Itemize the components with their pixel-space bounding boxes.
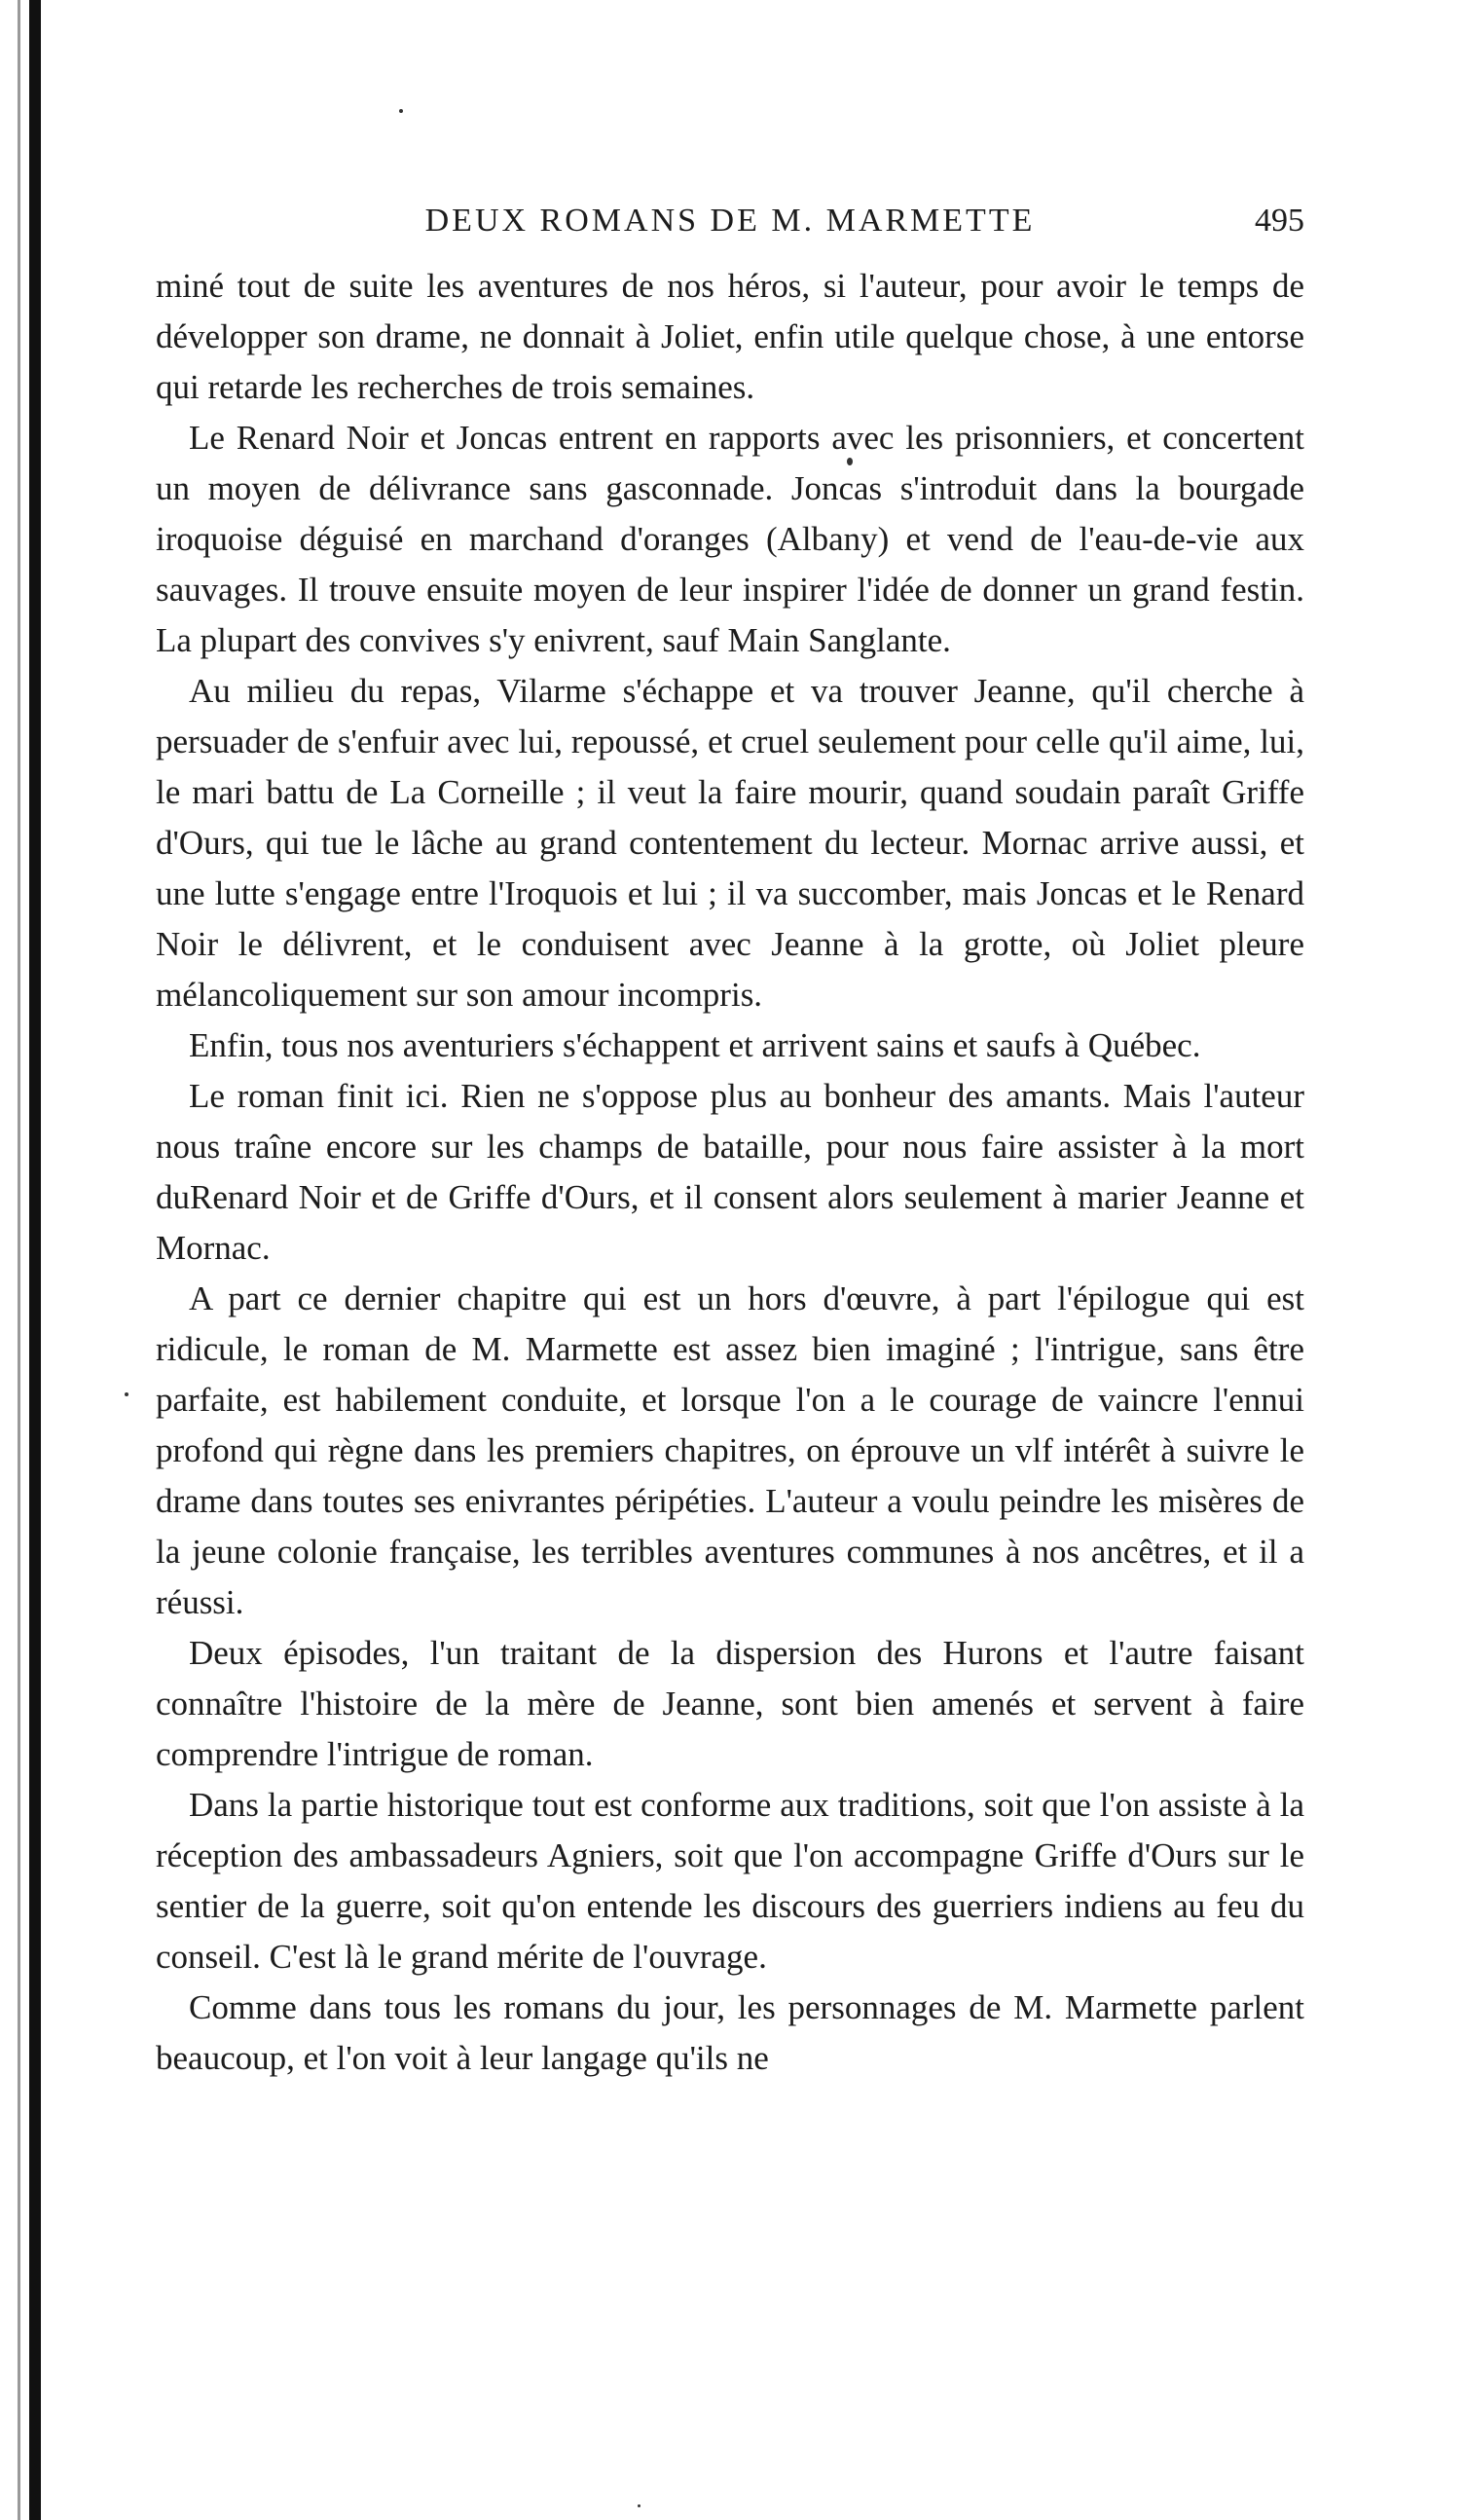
ink-speck: [399, 109, 403, 113]
binding-shadow: [18, 0, 20, 2520]
paragraph: Comme dans tous les romans du jour, les personnages de M. Marmette parlent beaucoup, et l'on voit à leur langage qu'ils ne: [156, 1988, 1304, 2077]
body-text: [156, 261, 1304, 2084]
paragraph: Enfin, tous nos aventuriers s'échappent et arrivent sains et saufs à Québec.: [189, 1026, 1201, 1064]
running-title: DEUX ROMANS DE M. MARMETTE: [424, 203, 1036, 239]
paragraph: Dans la partie historique tout est conforme aux traditions, soit que l'on assiste à la réception des ambassadeurs Agniers, soit que l'on accompagne Griffe d'Ours sur le sentier de la guerre, soit qu'on entende les discours des guerriers indiens au feu du conseil. C'est là le grand mérite de l'ouvrage.: [156, 1786, 1304, 1976]
ink-speck: [638, 2504, 640, 2507]
paragraph: Au milieu du repas, Vilarme s'échappe et va trouver Jeanne, qu'il cherche à persuader de s'enfuir avec lui, repoussé, et cruel seulement pour celle qu'il aime, lui, le mari battu de La Corneille ; il veut la faire mourir, quand soudain paraît Griffe d'Ours, qui tue le lâche au grand contentement du lecteur. Mornac arrive aussi, et une lutte s'engage entre l'Iroquois et lui ; il va succomber, mais Joncas et le Renard Noir le délivrent, et le conduisent avec Jeanne à la grotte, où Joliet pleure mélancoliquement sur son amour incompris.: [156, 672, 1304, 1014]
book-binding-edge: [29, 0, 41, 2520]
paragraph: Le Renard Noir et Joncas entrent en rapports avec les prisonniers, et concertent un moyen de délivrance sans gasconnade. Joncas s'introduit dans la bourgade iroquoise déguisé en marchand d'oranges (Albany) et vend de l'eau-de-vie aux sauvages. Il trouve ensuite moyen de leur inspirer l'idée de donner un grand festin. La plupart des convives s'y enivrent, sauf Main Sanglante.: [156, 419, 1304, 659]
paragraph: Deux épisodes, l'un traitant de la dispersion des Hurons et l'autre faisant connaître l'histoire de la mère de Jeanne, sont bien amenés et servent à faire comprendre l'intrigue de roman.: [156, 1634, 1304, 1773]
book-page: [156, 195, 1304, 2084]
paragraph: Le roman finit ici. Rien ne s'oppose plus au bonheur des amants. Mais l'auteur nous traîne encore sur les champs de bataille, pour nous faire assister à la mort duRenard Noir et de Griffe d'Ours, et il consent alors seulement à marier Jeanne et Mornac.: [156, 1077, 1304, 1267]
running-head: [156, 195, 1304, 253]
paragraph: A part ce dernier chapitre qui est un hors d'œuvre, à part l'épilogue qui est ridicule, le roman de M. Marmette est assez bien imaginé ; l'intrigue, sans être parfaite, est habilement conduite, et lorsque l'on a le courage de vaincre l'ennui profond qui règne dans les premiers chapitres, on éprouve un vlf intérêt à suivre le drame dans toutes ses enivrantes péripéties. L'auteur a voulu peindre les misères de la jeune colonie française, les terribles aventures communes à nos ancêtres, et il a réussi.: [156, 1279, 1304, 1621]
paragraph: miné tout de suite les aventures de nos héros, si l'auteur, pour avoir le temps de développer son drame, ne donnait à Joliet, enfin utile quelque chose, à une entorse qui retarde les recherches de trois semaines.: [156, 267, 1304, 406]
page-number: 495: [1255, 203, 1304, 239]
ink-speck: [125, 1392, 128, 1396]
